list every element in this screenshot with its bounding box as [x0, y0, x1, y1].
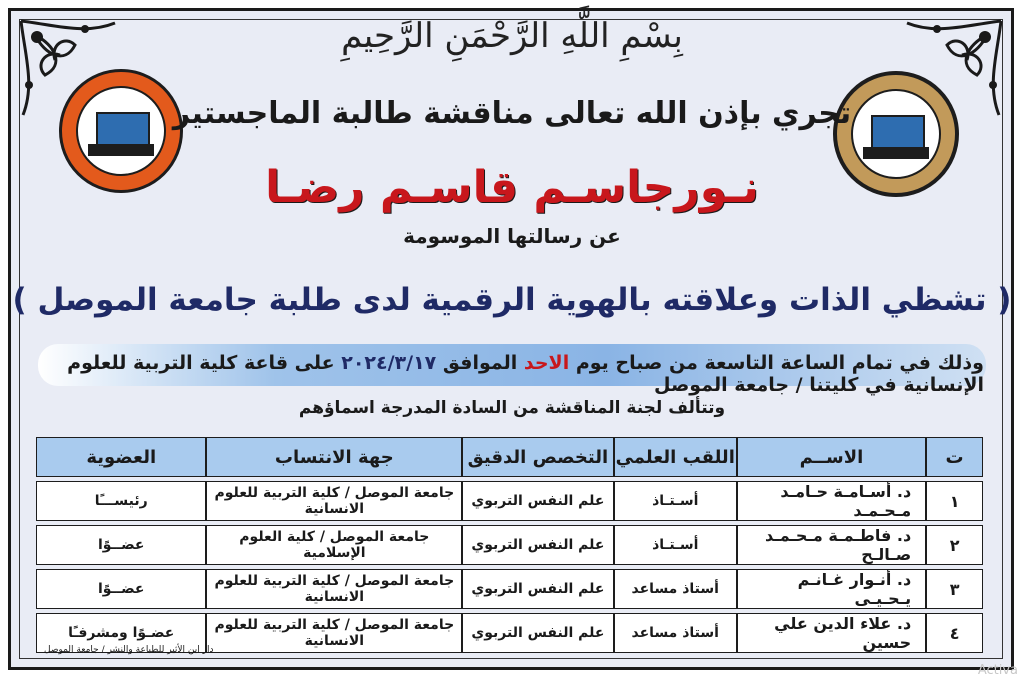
table-row — [36, 481, 983, 521]
cell-specialty: علم النفس التربوي — [462, 613, 614, 653]
cell-number: ٣ — [926, 569, 983, 609]
announcement-text — [40, 352, 984, 396]
thesis-title: ( تشظي الذات وعلاقته بالهوية الرقمية لدى طلبة جامعة الموصل ) — [12, 282, 1012, 318]
cell-affiliation: جامعة الموصل / كلية التربية للعلوم الانسانية — [206, 613, 462, 653]
cell-membership: عضــوًا — [36, 525, 206, 565]
cell-affiliation: جامعة الموصل / كلية التربية للعلوم الانسانية — [206, 481, 462, 521]
student-name: نـورجاسـم قاسـم رضـا — [265, 162, 759, 213]
announcement-part2: الموافق — [436, 352, 524, 374]
cell-number: ٤ — [926, 613, 983, 653]
cell-affiliation: جامعة الموصل / كلية العلوم الإسلامية — [206, 525, 462, 565]
basmala: بِسْمِ اللَّهِ الرَّحْمَنِ الرَّحِيمِ — [341, 16, 683, 56]
cell-name: د. علاء الدين علي حسين — [737, 613, 926, 653]
table-header-row — [36, 437, 983, 477]
cell-specialty: علم النفس التربوي — [462, 569, 614, 609]
col-header-name: الاســم — [737, 437, 926, 477]
cell-number: ١ — [926, 481, 983, 521]
cell-membership: عضــوًا — [36, 569, 206, 609]
announcement-part1: وذلك في تمام الساعة التاسعة من صباح يوم — [569, 352, 984, 374]
printer-credit: دار ابن الأثير للطباعة والنشر / جامعة الموصل — [44, 645, 214, 655]
cell-specialty: علم النفس التربوي — [462, 481, 614, 521]
col-header-specialty: التخصص الدقيق — [462, 437, 614, 477]
col-header-membership: العضوية — [36, 437, 206, 477]
cell-title: أسـتـاذ — [614, 481, 737, 521]
table-row — [36, 525, 983, 565]
announcement-day: الاحد — [523, 352, 570, 374]
cell-specialty: علم النفس التربوي — [462, 525, 614, 565]
committee-intro: وتتألف لجنة المناقشة من السادة المدرجة اسماؤهم — [298, 398, 726, 418]
col-header-number: ت — [926, 437, 983, 477]
subtitle: عن رسالتها الموسومة — [403, 224, 621, 248]
announcement-date: ٢٠٢٤/٣/١٧ — [341, 352, 437, 374]
cell-title: أسـتـاذ — [614, 525, 737, 565]
table-row — [36, 569, 983, 609]
cell-membership: رئيســـًا — [36, 481, 206, 521]
announcement-part3: على قاعة كلية التربية للعلوم الإنسانية في كليتنا / جامعة الموصل — [67, 352, 984, 396]
cell-title: أستاذ مساعد — [614, 569, 737, 609]
col-header-affiliation: جهة الانتساب — [206, 437, 462, 477]
activation-watermark: Activa — [977, 663, 1018, 678]
cell-name: د. أنـوار غـانـم يـحـيـى — [737, 569, 926, 609]
col-header-title: اللقب العلمي — [614, 437, 737, 477]
cell-name: د. فاطـمـة مـحـمـد صـالـح — [737, 525, 926, 565]
cell-membership: عضـوًا ومشرفـًا — [36, 613, 206, 653]
cell-title: أستاذ مساعد — [614, 613, 737, 653]
cell-name: د. أسـامـة حـامـد مـحـمـد — [737, 481, 926, 521]
committee-table — [36, 433, 983, 657]
cell-affiliation: جامعة الموصل / كلية التربية للعلوم الانسانية — [206, 569, 462, 609]
headline: تجري بإذن الله تعالى مناقشة طالبة الماجستير — [172, 96, 852, 131]
cell-number: ٢ — [926, 525, 983, 565]
